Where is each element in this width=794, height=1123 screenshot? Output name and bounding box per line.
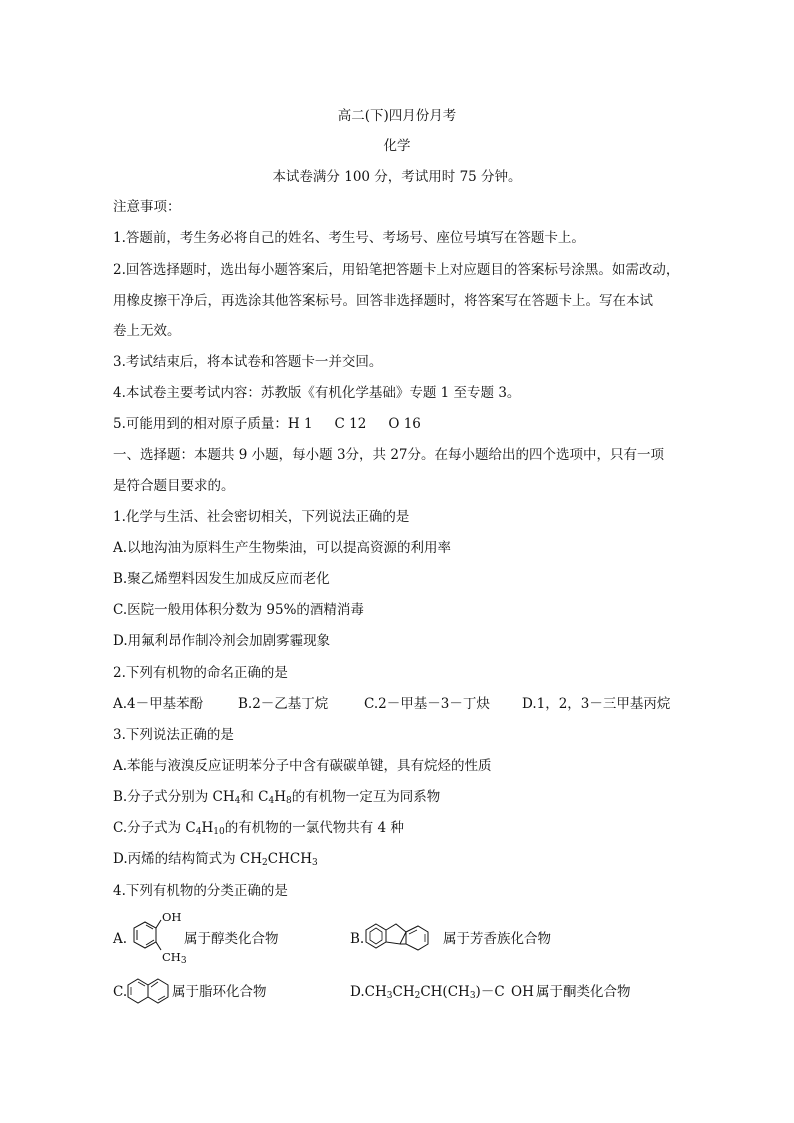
mass-h: H 1 (287, 416, 313, 432)
q4-a-ch3-label (162, 948, 187, 966)
q3-d-text: D.丙烯的结构简式为 CH (113, 851, 263, 867)
q3-c-sub: 10 (213, 827, 225, 837)
mass-c: C 12 (334, 416, 367, 432)
q1-option-a: A.以地沟油为原料生产生物柴油，可以提高资源的利用率 (113, 540, 452, 556)
q4-option-b-text: 属于芳香族化合物 (443, 931, 551, 947)
q4-d-sub: 2 (414, 991, 421, 1001)
q3-option-d (113, 850, 318, 868)
q1-option-d: D.用氟利昂作制冷剂会加剧雾霾现象 (113, 633, 331, 649)
note-5 (113, 415, 421, 433)
fused-ring-structure-icon (362, 920, 442, 954)
q4-option-d-oh: OH (511, 984, 534, 1000)
q3-b-text: H (274, 789, 286, 805)
q1-stem: 1.化学与生活、社会密切相关，下列说法正确的是 (113, 509, 410, 525)
note-2-line-3: 卷上无效。 (113, 323, 181, 339)
q3-d-sub: 2 (262, 858, 268, 868)
q3-stem: 3.下列说法正确的是 (113, 727, 234, 743)
q4-option-a-text: 属于醇类化合物 (184, 931, 279, 947)
q3-b-text: 和 C (240, 789, 269, 805)
q1-option-b: B.聚乙烯塑料因发生加成反应而老化 (113, 571, 330, 587)
notes-heading: 注意事项： (113, 199, 181, 215)
naphthalene-structure-icon (126, 976, 172, 1006)
exam-info: 本试卷满分 100 分，考试用时 75 分钟。 (272, 169, 522, 185)
q2-option-c: C.2－甲基－3－丁炔 (364, 696, 490, 712)
q4-option-b-label: B. (350, 931, 365, 947)
q3-option-c (113, 819, 404, 837)
q4-option-c-label: C. (113, 984, 128, 1000)
q2-stem: 2.下列有机物的命名正确的是 (113, 665, 288, 681)
q3-d-text: CHCH (267, 851, 312, 867)
q3-c-text: 的有机物的一氯代物共有 4 种 (224, 820, 404, 836)
q4-d-text: CH(CH (420, 984, 470, 1000)
q3-b-sub: 4 (268, 796, 275, 806)
section-1-heading-line-2: 是符合题目要求的。 (113, 478, 235, 494)
q4-option-a-label: A. (113, 931, 128, 947)
exam-subject: 化学 (383, 138, 411, 154)
q3-option-b (113, 788, 440, 806)
q3-c-sub: 4 (195, 827, 202, 837)
note-1: 1.答题前，考生务必将自己的姓名、考生号、考场号、座位号填写在答题卡上。 (113, 230, 585, 246)
note-4: 4.本试卷主要考试内容：苏教版《有机化学基础》专题 1 至专题 3。 (113, 385, 521, 401)
note-2-line-1: 2.回答选择题时，选出每小题答案后，用铅笔把答题卡上对应题目的答案标号涂黑。如需改动， (113, 262, 680, 278)
q4-d-sub: 3 (386, 991, 393, 1001)
q3-b-text: 的有机物一定互为同系物 (291, 789, 441, 805)
q4-a-oh-label: OH (162, 910, 182, 924)
q3-b-text: B.分子式分别为 CH (113, 789, 235, 805)
q3-option-a: A.苯能与液溴反应证明苯分子中含有碳碳单键，具有烷烃的性质 (113, 758, 492, 774)
note-3: 3.考试结束后，将本试卷和答题卡一并交回。 (113, 354, 383, 370)
q4-option-d-formula (350, 983, 505, 1001)
q4-stem: 4.下列有机物的分类正确的是 (113, 883, 288, 899)
q2-option-d: D.1，2，3－三甲基丙烷 (522, 696, 671, 712)
q3-b-sub: 8 (285, 796, 292, 806)
q2-option-b: B.2－乙基丁烷 (238, 696, 329, 712)
q3-d-sub: 3 (311, 858, 318, 868)
q4-d-text: )－C (475, 984, 505, 1000)
q4-a-ch3-text: CH (162, 950, 181, 964)
q4-d-text: CH (392, 984, 415, 1000)
q3-b-sub: 4 (234, 796, 241, 806)
q1-option-c: C.医院一般用体积分数为 95%的酒精消毒 (113, 602, 364, 618)
mass-o: O 16 (388, 416, 421, 432)
q2-option-a: A.4－甲基苯酚 (113, 696, 204, 712)
q4-option-c-text: 属于脂环化合物 (172, 984, 267, 1000)
exam-title: 高二(下)四月份月考 (337, 108, 457, 124)
q4-a-ch3-sub: 3 (180, 956, 187, 966)
q4-d-sub: 3 (469, 991, 476, 1001)
section-1-heading-line-1: 一、选择题：本题共 9 小题，每小题 3分，共 27分。在每小题给出的四个选项中，只有一项 (113, 447, 665, 463)
note-5-prefix: 5.可能用到的相对原子质量： (113, 416, 288, 432)
q4-option-d-text: 属于酮类化合物 (536, 984, 631, 1000)
q3-c-text: H (201, 820, 214, 836)
q4-d-text: D.CH (350, 984, 387, 1000)
note-2-line-2: 用橡皮擦干净后，再选涂其他答案标号。回答非选择题时，将答案写在答题卡上。写在本试 (113, 293, 653, 309)
q3-c-text: C.分子式为 C (113, 820, 196, 836)
